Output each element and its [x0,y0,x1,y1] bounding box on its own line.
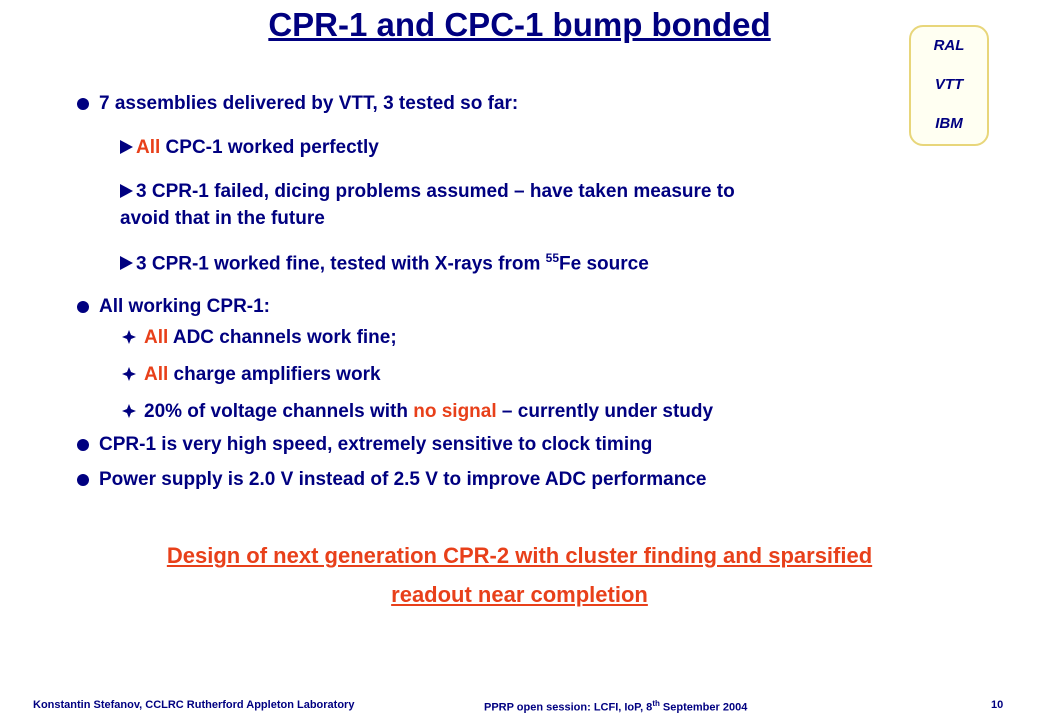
subbullet-adc: All ADC channels work fine; [122,327,397,349]
bullet-speed: CPR-1 is very high speed, extremely sensitive to clock timing [99,434,653,455]
conclusion-line-2: readout near completion [391,582,648,607]
diamond-icon [122,367,136,381]
arrow-icon [120,184,133,198]
bullet-power: Power supply is 2.0 V instead of 2.5 V to improve ADC performance [99,469,707,490]
conclusion-line-1: Design of next generation CPR-2 with cluster finding and sparsified [166,543,873,568]
diamond-icon [122,404,136,418]
arrow-icon [120,256,133,270]
bullet-dot-4 [77,474,89,486]
subbullet-cpr1-fine: 3 CPR-1 worked fine, tested with X-rays from $^{55}$Fe source [120,251,649,275]
footer-session: PPRP open session: LCFI, IoP, 8th September 2004 [484,699,748,714]
subbullet-cpr1-failed-cont: avoid that in the future [120,208,325,229]
subbullet-cpc1: All CPC-1 worked perfectly [120,137,379,159]
bullet-dot-1 [77,98,89,110]
institution-vtt: VTT [934,76,964,93]
page-number: 10 [991,699,1004,711]
subbullet-amplifiers: All charge amplifiers work [122,364,381,386]
diamond-icon [122,330,136,344]
bullet-dot-2 [77,301,89,313]
bullet-working: All working CPR-1: [99,296,271,317]
subbullet-cpr1-failed: 3 CPR-1 failed, dicing problems assumed – have taken measure to [120,181,735,203]
slide-title: CPR-1 and CPC-1 bump bonded [268,6,771,43]
institution-ral: RAL [933,37,965,54]
bullet-dot-3 [77,439,89,451]
institution-ibm: IBM [935,115,963,132]
institutions-box [909,25,989,146]
bullet-assemblies: 7 assemblies delivered by VTT, 3 tested so far: [99,93,519,114]
subbullet-voltage: 20% of voltage channels with no signal – currently under study [122,401,713,423]
footer-author: Konstantin Stefanov, CCLRC Rutherford Appleton Laboratory [33,699,355,711]
arrow-icon [120,140,133,154]
